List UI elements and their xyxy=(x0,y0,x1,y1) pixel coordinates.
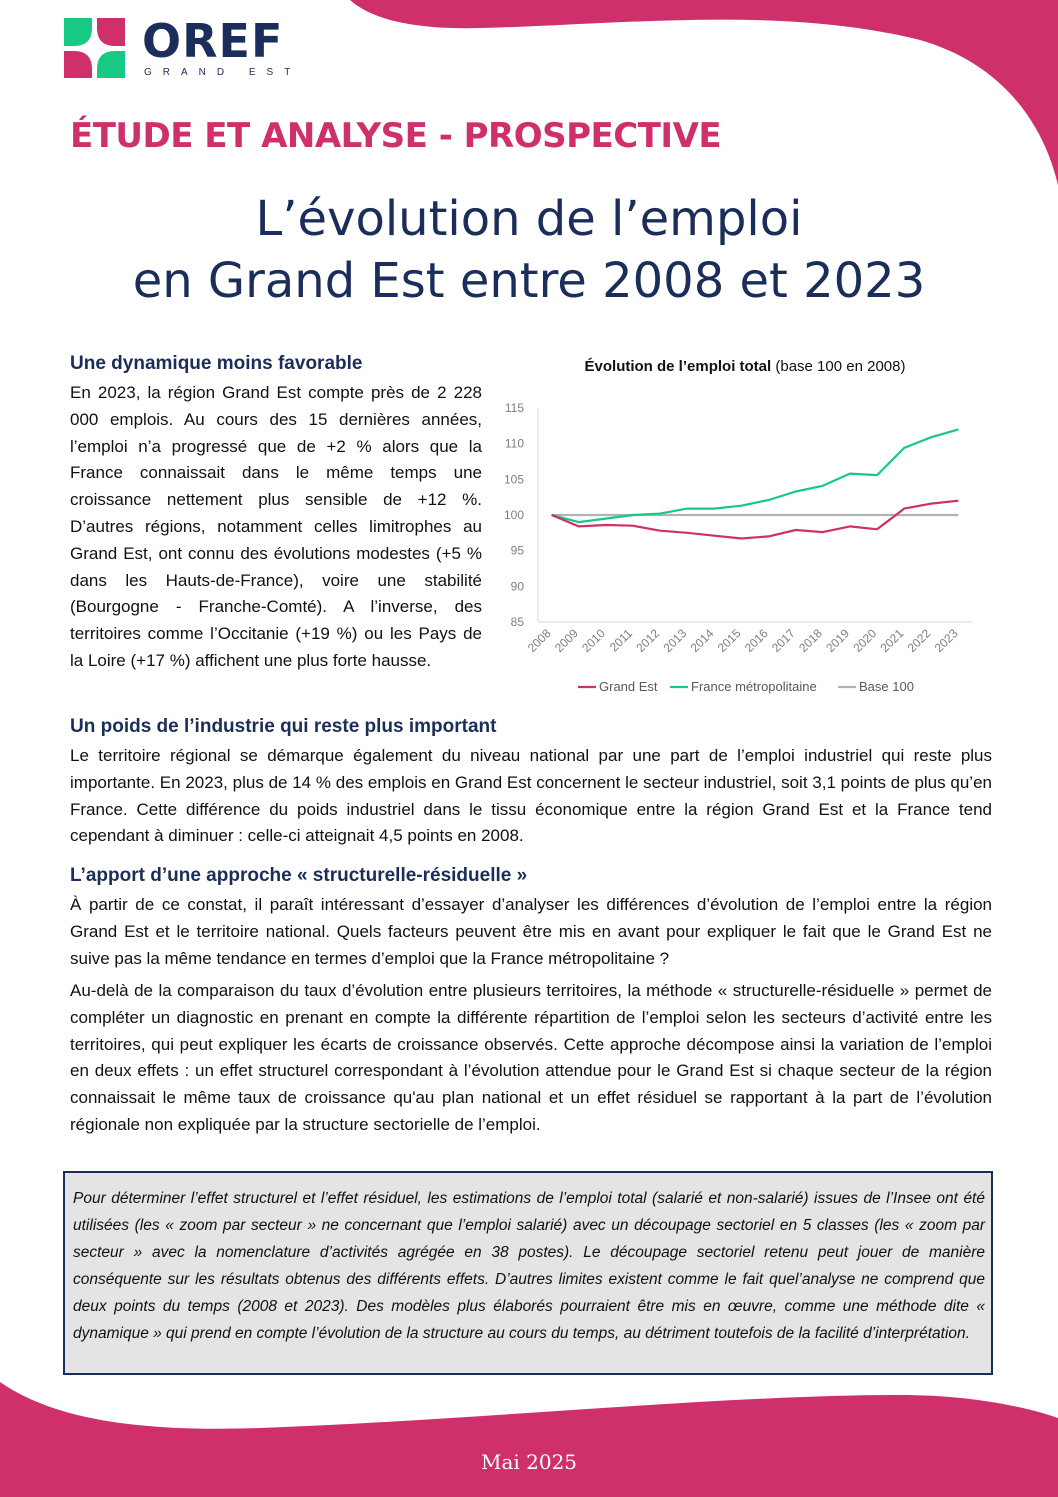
series-line xyxy=(552,429,959,522)
y-tick-label: 115 xyxy=(504,401,524,415)
section3-text-1: À partir de ce constat, il paraît intéressant d’essayer d’analyser les différences d’évolution de l’emploi entre la région Grand Est et le territoire national. Quels facteurs peuvent être mis en avant pour expliquer le fait que le Grand Est ne suive pas la même tendance en termes d’emploi que la France métropolitaine ? xyxy=(70,895,992,968)
y-tick-label: 100 xyxy=(503,508,524,522)
series-line xyxy=(552,501,959,539)
x-tick-label: 2015 xyxy=(714,626,744,656)
x-tick-label: 2013 xyxy=(660,626,690,656)
y-tick-label: 110 xyxy=(504,436,524,451)
y-tick-label: 105 xyxy=(503,472,524,487)
section1-heading: Une dynamique moins favorable xyxy=(70,353,363,374)
logo-subtitle: GRAND EST xyxy=(144,67,302,78)
y-tick-label: 85 xyxy=(510,615,524,629)
x-tick-label: 2020 xyxy=(850,626,880,656)
document-kicker: ÉTUDE ET ANALYSE - PROSPECTIVE xyxy=(70,116,722,156)
x-tick-label: 2018 xyxy=(796,626,825,656)
logo-wordmark: OREF xyxy=(142,14,284,68)
x-tick-label: 2014 xyxy=(687,626,717,656)
title-line-1: L’évolution de l’emploi xyxy=(255,191,803,247)
section2-heading: Un poids de l’industrie qui reste plus important xyxy=(70,716,497,737)
y-tick-label: 90 xyxy=(510,579,524,594)
logo-mark-icon xyxy=(64,18,128,78)
section3-heading: L’apport d’une approche « structurelle-résiduelle » xyxy=(70,865,528,886)
x-tick-label: 2023 xyxy=(931,626,961,656)
bottom-wave xyxy=(0,1382,1058,1497)
method-note-box: Pour déterminer l’effet structurel et l’effet résiduel, les estimations de l’emploi total (salarié et non-salarié) issues de l’Insee ont été utilisées (les « zoom par secteur » ne concernant que l’emploi salarié) avec un découpage sectoriel en 5 classes (les « zoom par secteur » avec la nomenclature d’activités agrégée en 38 postes). Le découpage sectoriel retenu peut jouer de manière conséquente sur les résultats obtenus des différents effets. D’autres limites existent comme le fait quel’analyse ne comprend que deux points du temps (2008 et 2023). Des modèles plus élaborés pourraient être mis en œuvre, comme une méthode dite « dynamique » qui prend en compte l’évolution de la structure au cours du temps, au détriment toutefois de la facilité d’interprétation. xyxy=(63,1171,993,1375)
chart-title-bold: Évolution de l’emploi total xyxy=(584,358,772,375)
y-tick-label: 95 xyxy=(510,543,524,558)
x-tick-label: 2011 xyxy=(606,626,636,655)
document-title xyxy=(0,188,1058,312)
x-tick-label: 2008 xyxy=(524,626,554,656)
title-line-2: en Grand Est entre 2008 et 2023 xyxy=(132,253,926,309)
x-tick-label: 2022 xyxy=(904,626,934,656)
top-right-wave xyxy=(350,0,1058,185)
x-tick-label: 2010 xyxy=(579,626,608,656)
chart-title-rest: (base 100 en 2008) xyxy=(771,358,906,375)
x-tick-label: 2019 xyxy=(823,626,853,656)
x-tick-label: 2009 xyxy=(552,626,581,656)
section1-text: En 2023, la région Grand Est compte près de 2 228 000 emplois. Au cours des 15 dernières années, l’emploi n’a progressé que de +2 % alors que la France connaissait dans le même temps une croissance nettement plus sensible de +12 %. D’autres régions, notamment celles limitrophes au Grand Est, ont connu des évolutions modestes (+5 % dans les Hauts-de-France), voire une stabilité (Bourgogne - Franche-Comté). A l’inverse, des territoires comme l’Occitanie (+19 %) ou les Pays de la Loire (+17 %) affichent une plus forte hausse. xyxy=(70,383,482,670)
legend-label: Base 100 xyxy=(859,679,914,694)
legend-label: Grand Est xyxy=(599,679,658,694)
x-tick-label: 2017 xyxy=(769,626,798,656)
x-tick-label: 2016 xyxy=(741,626,771,656)
section2-text: Le territoire régional se démarque également du niveau national par une part de l’emploi industriel qui reste plus importante. En 2023, plus de 14 % des emplois en Grand Est concernent le secteur industriel, soit 3,1 points de plus qu’en France. Cette différence du poids industriel dans le tissu économique entre la région Grand Est et la France tend cependant à diminuer : celle-ci atteignait 4,5 points en 2008. xyxy=(70,746,992,846)
legend-label: France métropolitaine xyxy=(691,679,817,694)
publication-date: Mai 2025 xyxy=(480,1450,578,1474)
x-tick-label: 2012 xyxy=(633,626,663,656)
oref-logo xyxy=(64,14,302,83)
x-tick-label: 2021 xyxy=(877,626,907,656)
employment-line-chart xyxy=(490,392,990,708)
section3-text-2: Au-delà de la comparaison du taux d’évolution entre plusieurs territoires, la méthode « structurelle-résiduelle » permet de compléter un diagnostic en prenant en compte la différente répartition de l’emploi selon les secteurs d’activité entre les territoires, qui peut expliquer les écarts de croissance observés. Cette approche décompose ainsi la variation de l’emploi en deux effets : un effet structurel correspondant à l’évolution attendue pour le Grand Est si chaque secteur de la région connaissait le même taux de croissance qu'au plan national et un effet résiduel se rapportant à la part de l’évolution régionale non expliquée par la structure sectorielle de l’emploi. xyxy=(70,981,992,1134)
chart-title xyxy=(515,358,975,375)
